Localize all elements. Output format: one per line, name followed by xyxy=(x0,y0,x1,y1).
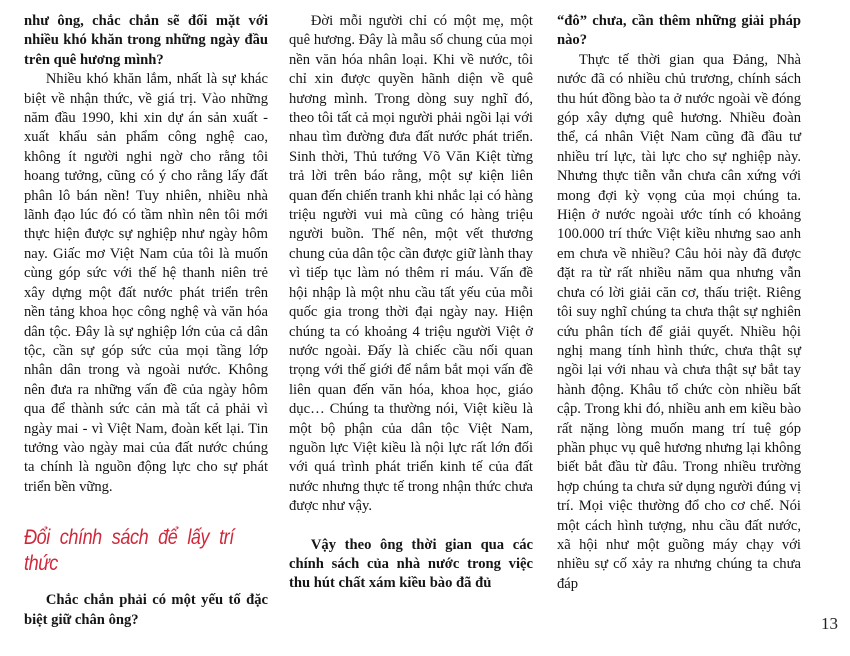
question-paragraph: Chắc chắn phải có một yếu tố đặc biệt giữ chân ông? xyxy=(24,592,268,628)
answer-paragraph: Đời mỗi người chỉ có một mẹ, một quê hương. Đây là mẫu số chung của mọi nền văn hóa nhân loại. Khi về nước, tôi chỉ xin được quyền hãnh diện về quê hương mình. Trong dòng suy nghĩ đó, theo tôi tất cả mọi người phải ngồi lại với nhau tìm đường đưa đất nước phát triển. Sinh thời, Thủ tướng Võ Văn Kiệt từng trả lời trên báo rằng, một sự kiện liên quan đến chiến tranh khi nhắc lại có hàng triệu người vui mà cũng có hàng triệu người buồn. Thế nên, một vết thương chung của dân tộc cần được giữ lành thay vì tiếp tục làm nó thêm rỉ máu. Vấn đề hội nhập là một nhu cầu tất yếu của mỗi quốc gia trong thời đại ngày nay. Hiện chúng ta có khoảng 4 triệu người Việt ở nước ngoài. Đấy là chiếc cầu nối quan trọng với thế giới để nắm bắt mọi vấn đề liên quan đến văn hóa, khoa học, giáo dục… Chúng ta thường nói, Việt kiều là một bộ phận của dân tộc Việt Nam, nguồn lực Việt kiều là nội lực rất lớn đối với quá trình phát triển kinh tế của đất nước nhưng thực tế trong nhận thức chưa được như vậy. xyxy=(289,13,533,515)
answer-paragraph: Thực tế thời gian qua Đảng, Nhà nước đã có nhiều chủ trương, chính sách thu hút đồng bào ta ở nước ngoài về đóng góp xây dựng quê hương. Nhiều đoàn thể, cá nhân Việt Nam cũng đã đầu tư nhiều trí lực, tài lực cho sự nghiệp này. Nhưng thực tiễn vẫn chưa cân xứng với mong đợi kỳ vọng của mọi chúng ta. Hiện ở nước ngoài ước tính có khoảng 100.000 trí thức Việt kiều nhưng sao anh em chưa về nhiều? Câu hỏi này đã được đặt ra từ rất nhiều năm qua nhưng vẫn chưa có lời giải căn cơ, thấu triệt. Riêng tôi suy nghĩ chúng ta chưa thật sự nghiên cứu phân tích để giải quyết. Nhiều hội nghị mang tính hình thức, chưa thật sự ngồi lại với nhau và chưa thật sự bắt tay hành động. Khâu tổ chức còn nhiều bất cập. Trong khi đó, nhiều anh em kiều bào rất nặng lòng muốn mang trí tuệ góp phần phục vụ quê hương nhưng lại không biết bắt đầu từ đâu. Trong nhiều trường hợp chúng ta chưa sử dụng người đúng vị trí. Mọi việc thường đổ cho cơ chế. Nói một cách hình tượng, nhu cầu đất nước, xã hội như một guồng máy chạy với nhiều sự cố xảy ra nhưng chúng ta chưa đáp xyxy=(557,51,801,592)
question-paragraph: Vậy theo ông thời gian qua các chính sách của nhà nước trong việc thu hút chất xám kiều bào đã đủ xyxy=(289,536,533,592)
answer-paragraph: Nhiều khó khăn lắm, nhất là sự khác biệt về nhận thức, về giá trị. Vào những năm đầu 1990, khi xin dự án sản xuất - xuất khẩu sản phẩm công nghệ cao, không ít người nghi ngờ cho rằng tôi hoang tưởng, cũng có ý cho rằng lấy đất phân lô bán nền! Tuy nhiên, nhiều nhà lãnh đạo lúc đó có tầm nhìn nên tôi mới thực hiện được sự nghiệp như ngày hôm nay. Giấc mơ Việt Nam của tôi là muốn cùng góp sức với thế hệ thanh niên trẻ xây dựng một đất nước phát triển trên nền tảng khoa học công nghệ và văn hóa dân tộc. Đây là sự nghiệp lớn của cả dân tộc, cần sự góp sức của mọi tầng lớp nhân dân trong và ngoài nước. Không nên đưa ra những vấn đề của ngày hôm qua để thành sức cản mà tất cả phải vì ngày mai - vì Việt Nam, đoàn kết lại. Tin tưởng vào ngày mai của đất nước chúng ta chính là nguồn động lực cho sự phát triển bền vững. xyxy=(24,71,268,495)
question-continuation: “đô” chưa, cần thêm những giải pháp nào? xyxy=(557,13,801,49)
page-number: 13 xyxy=(821,614,838,633)
text-column-3 xyxy=(557,12,801,594)
text-column-1 xyxy=(24,12,268,630)
question-continuation: như ông, chắc chắn sẽ đối mặt với nhiều khó khăn trong những ngày đầu trên quê hương mình? xyxy=(24,13,268,68)
text-column-2 xyxy=(289,12,533,594)
section-heading: Đổi chính sách để lấy trí thức xyxy=(24,526,234,576)
